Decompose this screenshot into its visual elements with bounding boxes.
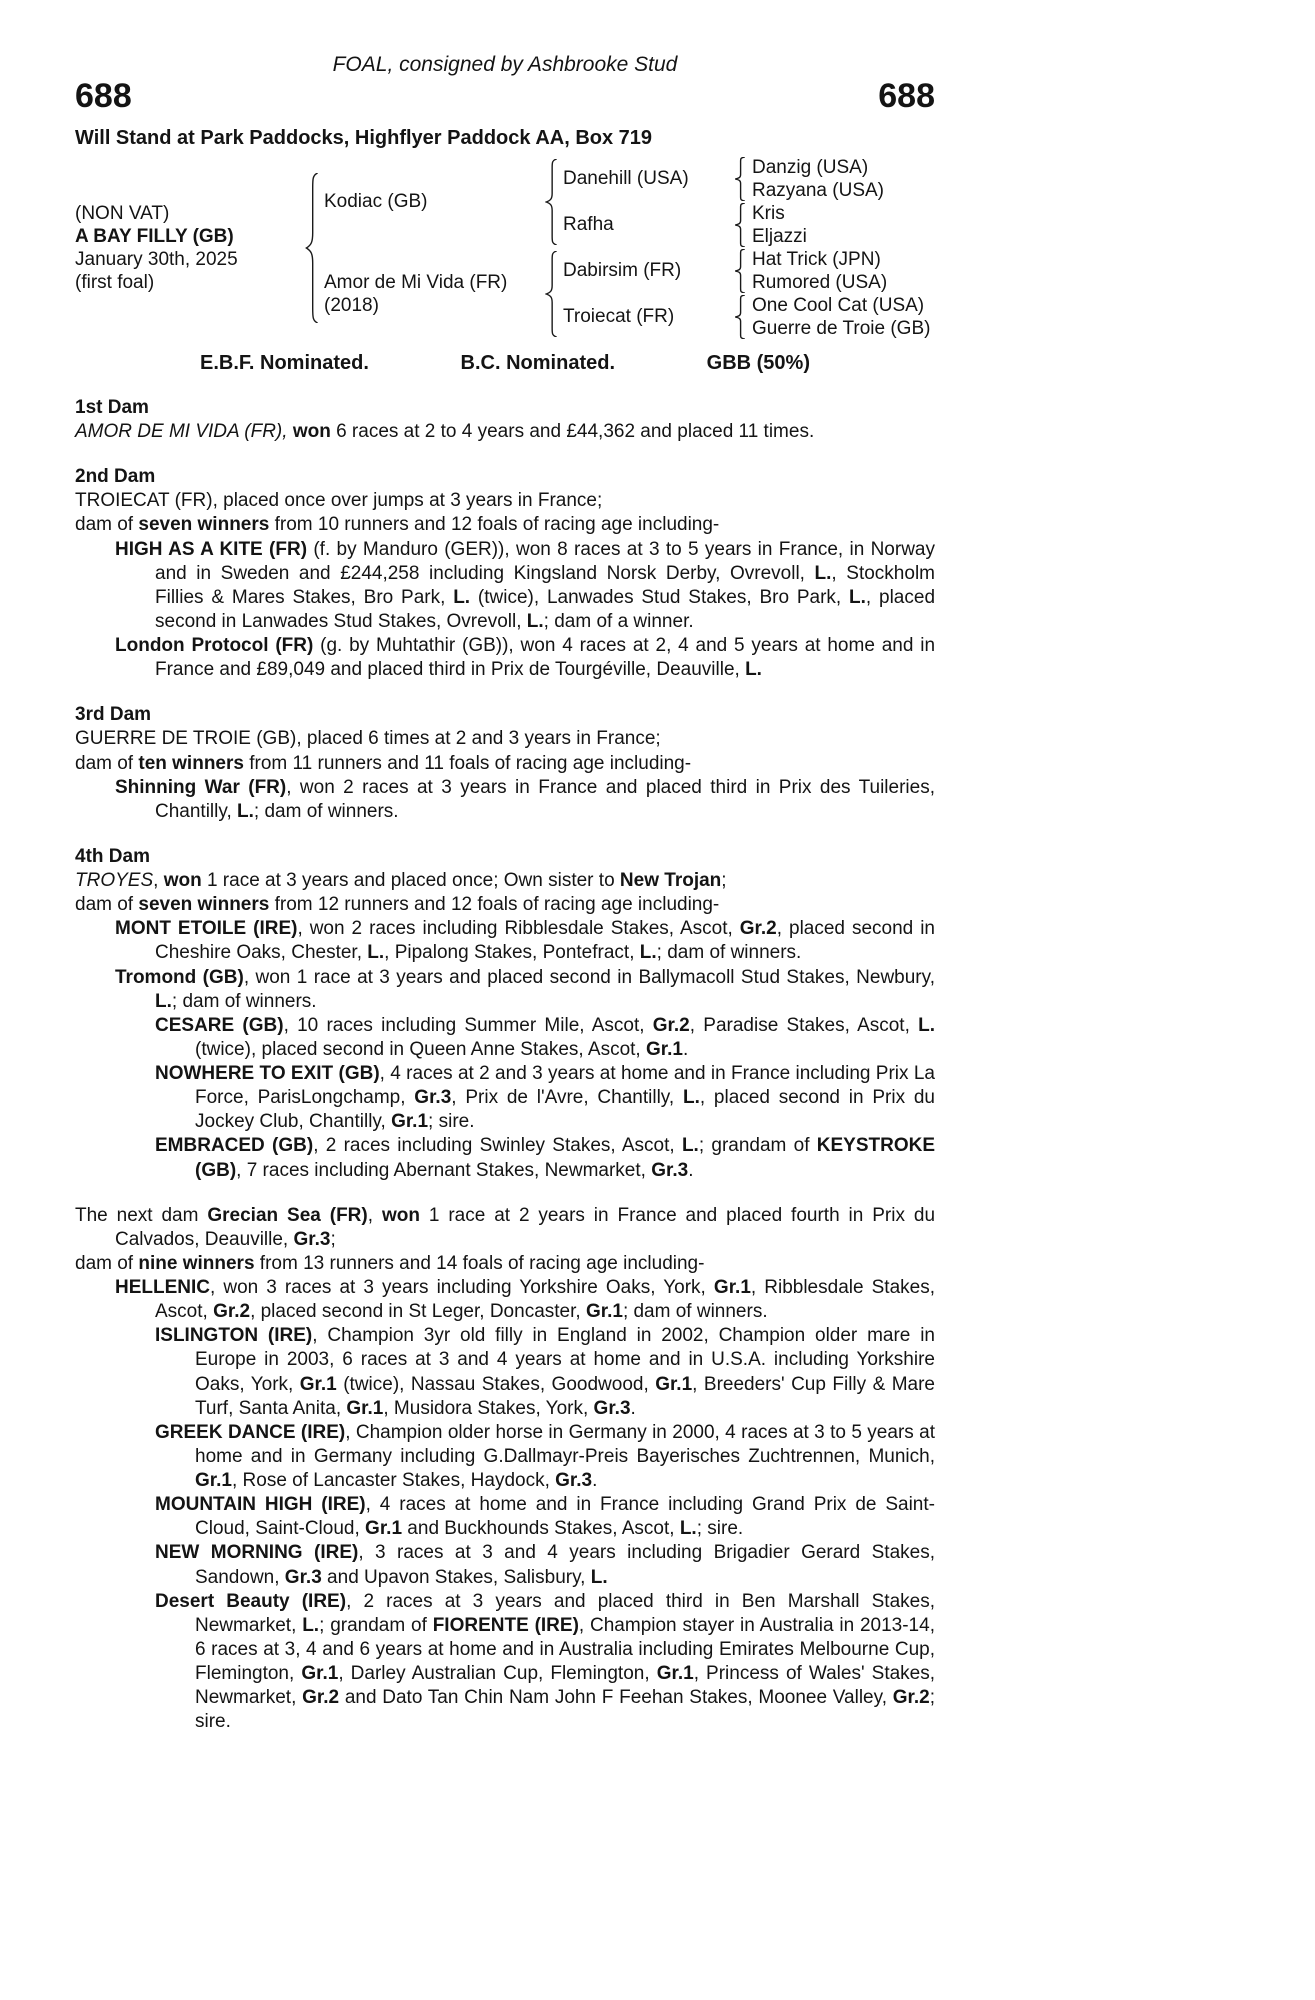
catalogue-paragraph: Tromond (GB), won 1 race at 3 years and placed second in Ballymacoll Stud Stakes, Newbury, L.; dam of winners. [115, 966, 936, 1012]
catalogue-paragraph: NOWHERE TO EXIT (GB), 4 races at 2 and 3 years at home and in France including Prix La Force, ParisLongchamp, Gr.3, Prix de l'Avre, Chantilly, L., placed second in Prix du Jockey Club, Chantilly, Gr.1; sire. [155, 1063, 935, 1133]
pedigree-subject [75, 156, 300, 340]
catalogue-paragraph: TROIECAT (FR), placed once over jumps at 3 years in France; [75, 490, 603, 512]
catalogue-paragraph: NEW MORNING (IRE), 3 races at 3 and 4 years including Brigadier Gerard Stakes, Sandown, Gr.3 and Upavon Stakes, Salisbury, L. [155, 1542, 935, 1588]
catalogue-page [75, 0, 935, 1734]
pedigree-brace-icon [545, 251, 558, 337]
dam-name: Amor de Mi Vida (FR) (2018) [324, 248, 539, 340]
gen3-dam-dam-sire: One Cool Cat (USA) [752, 294, 925, 316]
gbb-label: GBB (50%) [706, 351, 810, 374]
pedigree-brace-icon [734, 157, 746, 201]
dam-heading: 2nd Dam [75, 466, 156, 488]
ebf-nominated-label: E.B.F. Nominated. [200, 351, 369, 374]
catalogue-paragraph: HELLENIC, won 3 races at 3 years including Yorkshire Oaks, York, Gr.1, Ribblesdale Stakes, Ascot, Gr.2, placed second in St Leger, Doncaster, Gr.1; dam of winners. [115, 1277, 935, 1323]
lot-number-row [75, 79, 935, 115]
subject-name: A BAY FILLY (GB) [75, 225, 234, 247]
dam-heading: 3rd Dam [75, 704, 152, 726]
catalogue-paragraph: London Protocol (FR) (g. by Muhtathir (GB)), won 4 races at 2, 4 and 5 years at home and in France and £89,049 and placed third in Prix de Tourgéville, Deauville, L. [115, 635, 936, 681]
catalogue-paragraph: dam of seven winners from 10 runners and 12 foals of racing age including- [75, 514, 720, 536]
catalogue-paragraph: Desert Beauty (IRE), 2 races at 3 years and placed third in Ben Marshall Stakes, Newmarket, L.; grandam of FIORENTE (IRE), Champion stayer in Australia in 2013-14, 6 races at 3, 4 and 6 years at home and in Australia including Emirates Melbourne Cup, Flemington, Gr.1, Darley Australian Cup, Flemington, Gr.1, Princess of Wales' Stakes, Newmarket, Gr.2 and Dato Tan Chin Nam John F Feehan Stakes, Moonee Valley, Gr.2; sire. [155, 1590, 936, 1733]
catalogue-paragraph: MOUNTAIN HIGH (IRE), 4 races at home and in France including Grand Prix de Saint-Cloud, Saint-Cloud, Gr.1 and Buckhounds Stakes, Ascot, L.; sire. [155, 1494, 935, 1540]
dam-heading: 4th Dam [75, 845, 150, 867]
catalogue-paragraph: EMBRACED (GB), 2 races including Swinley Stakes, Ascot, L.; grandam of KEYSTROKE (GB), 7 races including Abernant Stakes, Newmarket, Gr.3. [155, 1135, 936, 1181]
subject-foal-note: (first foal) [75, 271, 155, 293]
nominations-row [200, 352, 810, 375]
gen3-sire-dam-sire: Kris [752, 202, 785, 224]
catalogue-paragraph: CESARE (GB), 10 races including Summer Mile, Ascot, Gr.2, Paradise Stakes, Ascot, L. (twice), placed second in Queen Anne Stakes, Ascot, Gr.1. [155, 1014, 935, 1060]
pedigree-brace-icon [734, 203, 746, 247]
dam-sire-name: Dabirsim (FR) [563, 260, 682, 282]
catalogue-paragraph: dam of ten winners from 11 runners and 11 foals of racing age including- [75, 752, 692, 774]
catalogue-paragraph: The next dam Grecian Sea (FR), won 1 race at 2 years in France and placed fourth in Prix du Calvados, Deauville, Gr.3; [75, 1204, 936, 1250]
pedigree-brace-icon [734, 295, 746, 339]
catalogue-paragraph: TROYES, won 1 race at 3 years and placed once; Own sister to New Trojan; [75, 870, 727, 891]
gen3-dam-dam-dam: Guerre de Troie (GB) [752, 317, 931, 339]
gen3-sire-sire-dam: Razyana (USA) [752, 179, 884, 201]
subject-foaling-date: January 30th, 2025 [75, 248, 238, 270]
lot-number-left: 688 [75, 77, 132, 116]
gen3-dam-sire-dam: Rumored (USA) [752, 271, 888, 293]
catalogue-paragraph: GUERRE DE TROIE (GB), placed 6 times at 2 and 3 years in France; [75, 728, 661, 750]
dam-heading: 1st Dam [75, 396, 149, 418]
pedigree-brace-icon [305, 173, 319, 323]
catalogue-paragraph: HIGH AS A KITE (FR) (f. by Manduro (GER)), won 8 races at 3 to 5 years in France, in Norway and in Sweden and £244,258 including Kingsland Norsk Derby, Ovrevoll, L., Stockholm Fillies & Mares Stakes, Bro Park, L. (twice), Lanwades Stud Stakes, Bro Park, L., placed second in Lanwades Stud Stakes, Ovrevoll, L.; dam of a winner. [115, 538, 936, 632]
dam-dam-name: Troiecat (FR) [563, 306, 675, 328]
stand-location-line: Will Stand at Park Paddocks, Highflyer Paddock AA, Box 719 [75, 126, 653, 149]
lot-number-right: 688 [878, 77, 935, 116]
catalogue-paragraph: MONT ETOILE (IRE), won 2 races including Ribblesdale Stakes, Ascot, Gr.2, placed second in Cheshire Oaks, Chester, L., Pipalong Stakes, Pontefract, L.; dam of winners. [115, 918, 935, 964]
catalogue-paragraph: dam of seven winners from 12 runners and 12 foals of racing age including- [75, 894, 720, 916]
pedigree-brace-icon [545, 159, 558, 245]
catalogue-paragraph: dam of nine winners from 13 runners and 14 foals of racing age including- [75, 1252, 705, 1274]
gen3-dam-sire-sire: Hat Trick (JPN) [752, 248, 881, 270]
gen3-sire-dam-dam: Eljazzi [752, 225, 807, 247]
catalogue-body [75, 396, 935, 1735]
pedigree-tree [75, 156, 935, 340]
catalogue-paragraph: AMOR DE MI VIDA (FR), won 6 races at 2 to 4 years and £44,362 and placed 11 times. [75, 421, 815, 442]
subject-nonvat-label: (NON VAT) [75, 202, 170, 224]
bc-nominated-label: B.C. Nominated. [460, 351, 615, 374]
sire-dam-name: Rafha [563, 214, 614, 236]
dam-year: (2018) [324, 294, 379, 316]
pedigree-brace-icon [734, 249, 746, 293]
catalogue-paragraph: Shinning War (FR), won 2 races at 3 years in France and placed third in Prix des Tuileries, Chantilly, L.; dam of winners. [115, 776, 935, 822]
sire-name: Kodiac (GB) [324, 191, 428, 213]
gen3-sire-sire-sire: Danzig (USA) [752, 156, 869, 178]
catalogue-paragraph: GREEK DANCE (IRE), Champion older horse in Germany in 2000, 4 races at 3 to 5 years at home and in Germany including G.Dallmayr-Preis Bayerisches Zuchtrennen, Munich, Gr.1, Rose of Lancaster Stakes, Haydock, Gr.3. [155, 1421, 935, 1491]
consignor-line: FOAL, consigned by Ashbrooke Stud [332, 53, 678, 76]
catalogue-paragraph: ISLINGTON (IRE), Champion 3yr old filly in England in 2002, Champion older mare in Europe in 2003, 6 races at 3 and 4 years at home and in U.S.A. including Yorkshire Oaks, York, Gr.1 (twice), Nassau Stakes, Goodwood, Gr.1, Breeders' Cup Filly & Mare Turf, Santa Anita, Gr.1, Musidora Stakes, York, Gr.3. [155, 1325, 935, 1419]
sire-sire-name: Danehill (USA) [563, 168, 689, 190]
